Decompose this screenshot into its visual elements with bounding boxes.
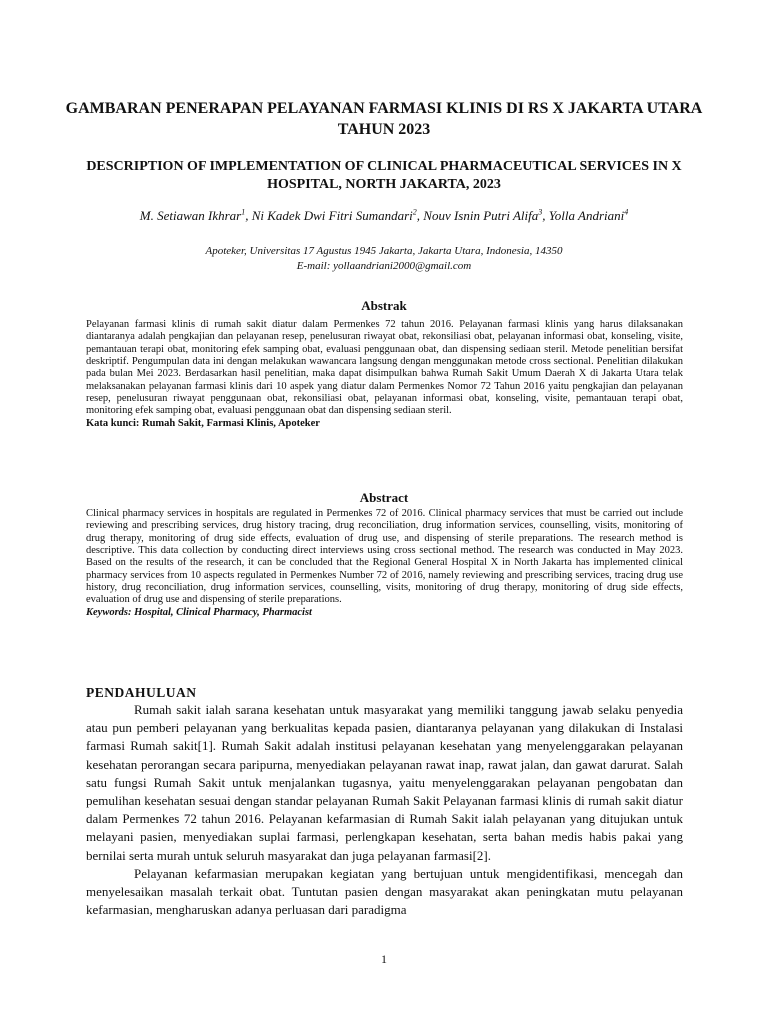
paper-title: GAMBARAN PENERAPAN PELAYANAN FARMASI KLINIS DI RS X JAKARTA UTARA TAHUN 2023 [65, 100, 703, 138]
abstrak-heading: Abstrak [361, 298, 407, 313]
abstrak-text: Pelayanan farmasi klinis di rumah sakit diatur dalam Permenkes 72 tahun 2016. Pelayanan farmasi klinis yang harus dilaksanakan diantaranya adalah pengkajian dan pelayanan resep, penelusuran riwayat obat, rekonsiliasi obat, pelayanan informasi obat, konseling, visite, pemantauan terapi obat, monitoring efek samping obat, evaluasi penggunaan obat, dan dispensing sediaan steril. Metode penelitian bersifat deskriptif. Pengumpulan data ini dengan melakukan wawancara langsung dengan menggunakan metode cross sectional. Penelitian dilakukan pada bulan Mei 2023. Berdasarkan hasil penelitian, maka dapat disimpulkan bahwa Rumah Sakit Umum Daerah X di Jakarta Utara telak melaksanakan pelayanan farmasi klinis dari 10 aspek yang diatur dalam Permenkes Nomor 72 Tahun 2016 yaitu pengkajian dan pelayanan resep, penelusuran riwayat penggunaan obat, rekonsiliasi obat, pelayanan informasi obat, konseling, visite, pemantauan terapi obat, monitoring efek samping obat, evaluasi penggunaan obat dan dispensing sediaan steril. [86, 319, 683, 417]
affiliation-block [40, 244, 728, 274]
abstrak-body [86, 319, 683, 430]
section-heading-pendahuluan: PENDAHULUAN [86, 685, 197, 700]
pendahuluan-body [86, 701, 683, 919]
email: E-mail: yollaandriani2000@gmail.com [296, 260, 472, 272]
abstrak-keywords: Kata kunci: Rumah Sakit, Farmasi Klinis, Apoteker [86, 417, 320, 429]
abstract-heading: Abstract [359, 490, 409, 505]
author: Ni Kadek Dwi Fitri Sumandari$^2$, [251, 208, 424, 224]
author: Yolla Andriani$^4$ [548, 208, 629, 224]
abstract-body [86, 508, 683, 619]
author: M. Setiawan Ikhrar$^1$, [139, 208, 252, 224]
author: Nouv Isnin Putri Alifa$^3$, [423, 208, 549, 224]
paper-subtitle: DESCRIPTION OF IMPLEMENTATION OF CLINICAL PHARMACEUTICAL SERVICES IN X HOSPITAL, NORTH JAKARTA, 2023 [86, 159, 682, 192]
author-list [40, 208, 728, 224]
affiliation: Apoteker, Universitas 17 Agustus 1945 Jakarta, Jakarta Utara, Indonesia, 14350 [205, 245, 563, 257]
abstract-keywords: Keywords: Hospital, Clinical Pharmacy, Pharmacist [86, 606, 312, 618]
paragraph: Pelayanan kefarmasian merupakan kegiatan yang bertujuan untuk mengidentifikasi, mencegah dan menyelesaikan masalah terkait obat. Tuntutan pasien dengan masyarakat akan peningkatan mutu pelayanan kefarmasian, mengharuskan adanya perluasan dari paradigma [86, 865, 683, 918]
paragraph: Rumah sakit ialah sarana kesehatan untuk masyarakat yang memiliki tanggung jawab selaku penyedia atau pun pemberi pelayanan yang berkualitas kepada pasien, diantaranya pelayanan yang dilakukan di Instalasi farmasi Rumah sakit[1]. Rumah Sakit adalah institusi pelayanan kesehatan yang menyelenggarakan pelayanan kesehatan perorangan secara paripurna, menyediakan pelayanan rawat inap, rawat jalan, dan gawat darurat. Salah satu fungsi Rumah Sakit untuk menjalankan tugasnya, yaitu menyelenggarakan pelayanan pengobatan dan pemulihan kesehatan sesuai dengan standar pelayanan Rumah Sakit Pelayanan farmasi klinis di rumah sakit diatur dalam Permenkes 72 tahun 2016. Pelayanan kefarmasian di Rumah Sakit ialah pelayanan yang ditujukan untuk melayani pasien, menyediakan suplai farmasi, perlengkapan kesehatan, serta bahan medis habis pakai yang bernilai serta murah untuk seluruh masyarakat dan juga pelayanan farmasi[2]. [86, 702, 683, 863]
abstract-text: Clinical pharmacy services in hospitals are regulated in Permenkes 72 of 2016. Clinical pharmacy services that must be carried out include reviewing and prescribing services, drug history tracing, drug reconciliation, drug information services, counselling, visits, monitoring of drug therapy, monitoring of drug side effects, evaluation of drug use, and dispensing of sterile preparations. The research method is descriptive. This data collection by conducting direct interviews using cross sectional method. The research was conducted in May 2023. Based on the results of the research, it can be concluded that the Regional General Hospital X in North Jakarta has implemented clinical pharmacy services from 10 aspects regulated in Permenkes Number 72 of 2016, namely reviewing and prescribing services, tracing drug use history, drug reconciliation, drug information services, counselling, visits, monitoring of drug therapy, monitoring of drug side effects, evaluation of drug use and dispensing of sterile preparations. [86, 508, 683, 606]
page-number: 1 [381, 952, 387, 966]
